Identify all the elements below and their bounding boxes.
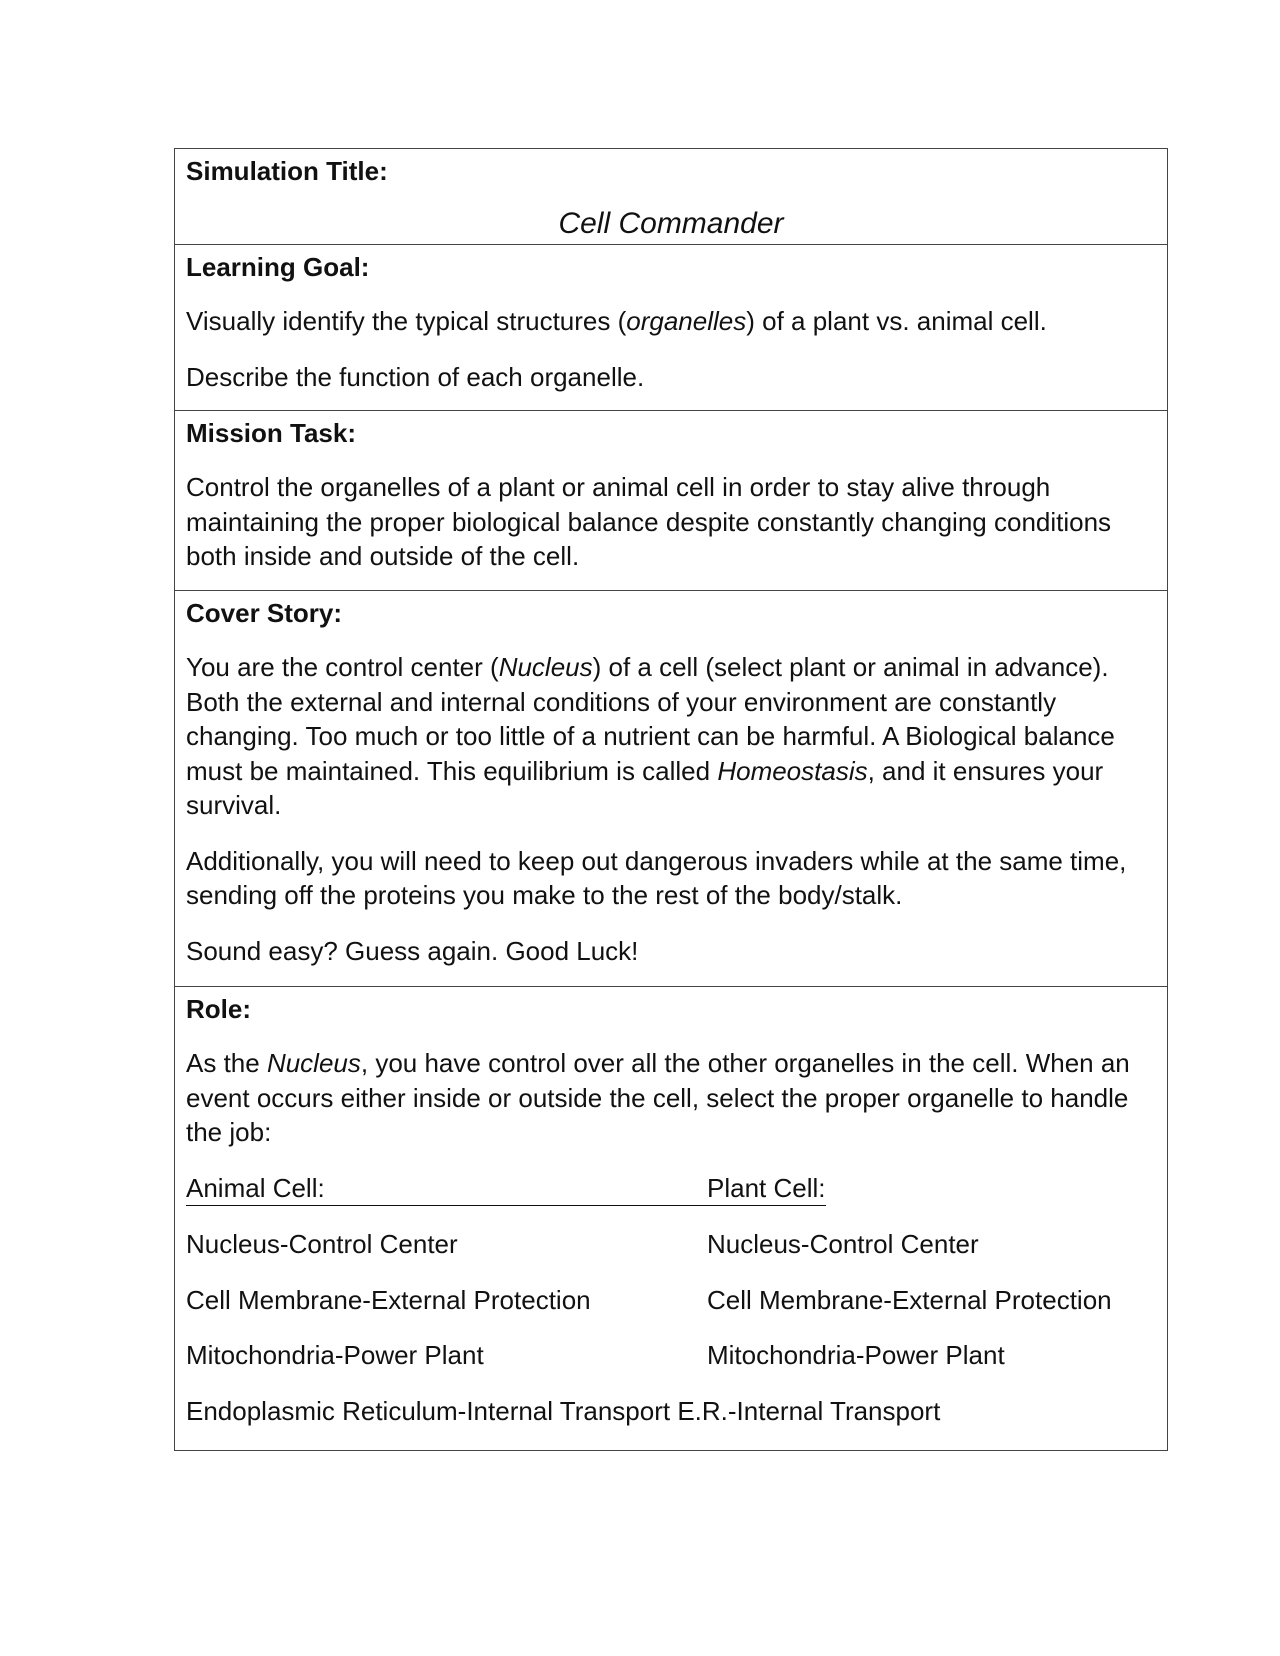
simulation-title-heading: Simulation Title:: [186, 156, 388, 186]
cover-story-paragraph-3: Sound easy? Guess again. Good Luck!: [186, 935, 639, 966]
role-heading: Role:: [186, 994, 251, 1024]
animal-organelle: Nucleus-Control Center: [186, 1229, 458, 1259]
mission-task-section: [175, 411, 1167, 591]
cover-story-paragraph-1: You are the control center (Nucleus) of a cell (select plant or animal in advance). Both the external and internal conditions of your environment are constantly changing. Too much or too little of a nutrient can be harmful. A Biological balance must be maintained. This equilibrium is called Homeostasis, and it ensures your survival.: [186, 652, 1115, 820]
organelle-column-headers: [186, 1171, 1156, 1207]
organelle-columns: [186, 1171, 1156, 1429]
plant-cell-header: Plant Cell:: [707, 1171, 826, 1207]
cover-story-paragraph-2: Additionally, you will need to keep out dangerous invaders while at the same time, sending off the proteins you make to the rest of the body/stalk.: [186, 845, 1127, 910]
er-organelle-row: Endoplasmic Reticulum-Internal Transport E.R.-Internal Transport: [186, 1395, 941, 1426]
plant-organelle: Nucleus-Control Center: [707, 1229, 979, 1259]
simulation-title: Cell Commander: [558, 207, 784, 240]
worksheet-table: [174, 148, 1168, 1451]
mission-task-heading: Mission Task:: [186, 418, 357, 448]
cover-story-heading: Cover Story:: [186, 598, 343, 628]
role-section: [175, 987, 1167, 1450]
organelle-row: [186, 1283, 1156, 1318]
learning-goal-paragraph-1: Visually identify the typical structures (organelles) of a plant vs. animal cell.: [186, 306, 1047, 336]
plant-organelle: Mitochondria-Power Plant: [707, 1340, 1005, 1370]
learning-goal-paragraph-2: Describe the function of each organelle.: [186, 361, 645, 392]
animal-organelle: Mitochondria-Power Plant: [186, 1340, 484, 1370]
cover-story-section: [175, 591, 1167, 987]
simulation-title-section: [175, 149, 1167, 245]
animal-cell-header: Animal Cell:: [186, 1171, 707, 1207]
animal-organelle: Cell Membrane-External Protection: [186, 1284, 591, 1315]
role-paragraph: As the Nucleus, you have control over all the other organelles in the cell. When an event occurs either inside or outside the cell, select the proper organelle to handle the job:: [186, 1048, 1130, 1147]
learning-goal-heading: Learning Goal:: [186, 252, 370, 282]
learning-goal-section: [175, 245, 1167, 411]
plant-organelle: Cell Membrane-External Protection: [707, 1284, 1112, 1315]
organelle-row: [186, 1394, 1156, 1429]
mission-task-paragraph: Control the organelles of a plant or animal cell in order to stay alive through maintaining the proper biological balance despite constantly changing conditions both inside and outside of the cell.: [186, 472, 1112, 571]
organelle-row: [186, 1338, 1156, 1373]
organelle-row: [186, 1227, 1156, 1262]
